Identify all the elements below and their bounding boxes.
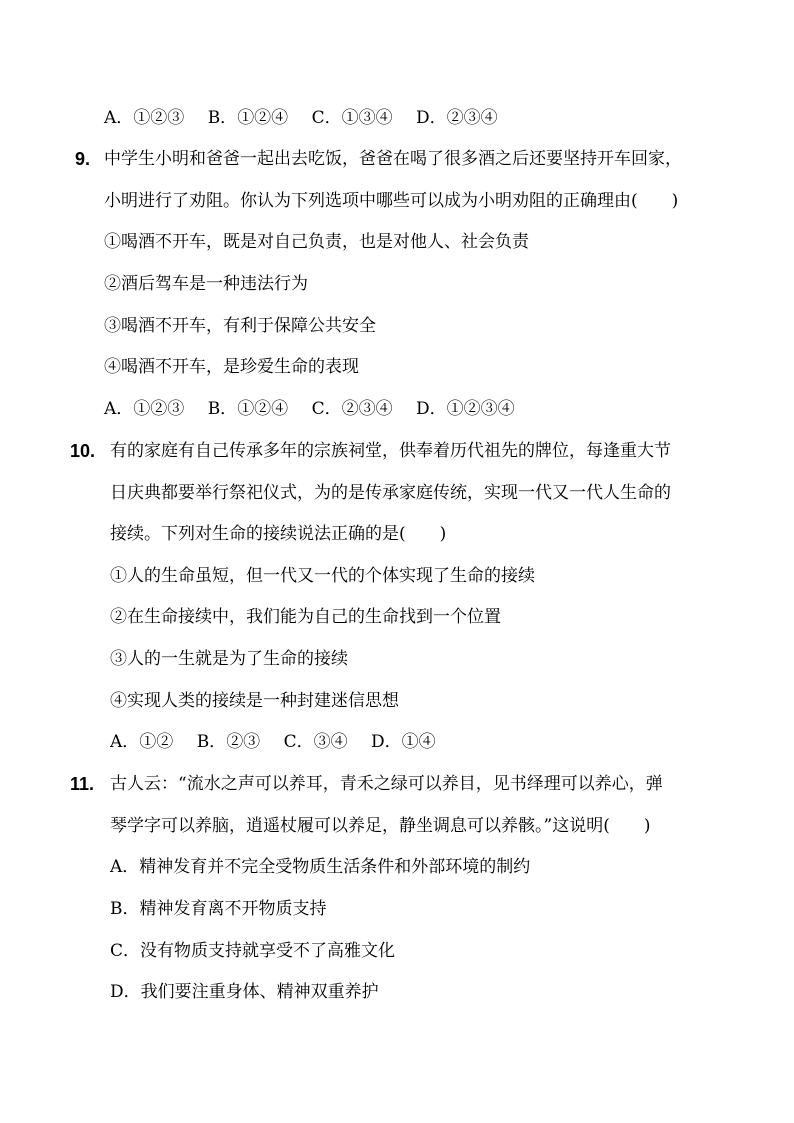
q11-number: 11. — [70, 774, 95, 794]
q8-option-b[interactable]: B．①②④ — [207, 108, 289, 128]
q11-stem-line2: 琴学字可以养脑，逍遥杖履可以养足，静坐调息可以养骸。”这说明( ) — [110, 816, 651, 836]
q9-option-b[interactable]: B．①②④ — [207, 399, 289, 419]
q8-option-d[interactable]: D．②③④ — [416, 108, 498, 128]
q10-options — [110, 731, 436, 753]
q9-option-a[interactable]: A．①②③ — [104, 399, 185, 419]
q10-statement-2: ②在生命接续中，我们能为自己的生命找到一个位置 — [110, 607, 501, 627]
q10-option-d[interactable]: D．①④ — [371, 732, 436, 752]
q10-statement-1: ①人的生命虽短，但一代又一代的个体实现了生命的接续 — [110, 566, 535, 586]
q9-option-d[interactable]: D．①②③④ — [416, 399, 515, 419]
q10-number: 10. — [70, 441, 96, 461]
q9-statement-3: ③喝酒不开车，有利于保障公共安全 — [104, 316, 376, 336]
q9-option-c[interactable]: C．②③④ — [311, 399, 393, 419]
q11-option-c[interactable]: C．没有物质支持就享受不了高雅文化 — [110, 941, 396, 961]
q9-statement-2: ②酒后驾车是一种违法行为 — [104, 274, 308, 294]
q8-option-c[interactable]: C．①③④ — [311, 108, 393, 128]
q10-stem-line1: 有的家庭有自己传承多年的宗族祠堂，供奉着历代祖先的牌位，每逢重大节 — [110, 441, 671, 461]
q8-option-a[interactable]: A．①②③ — [104, 108, 185, 128]
q11-option-b[interactable]: B．精神发育离不开物质支持 — [110, 899, 327, 919]
q9-statement-4: ④喝酒不开车，是珍爱生命的表现 — [104, 357, 359, 377]
q10-stem-line2: 日庆典都要举行祭祀仪式，为的是传承家庭传统，实现一代又一代人生命的 — [110, 483, 671, 503]
q9-number: 9. — [75, 149, 91, 169]
q10-statement-4: ④实现人类的接续是一种封建迷信思想 — [110, 691, 399, 711]
q10-option-c[interactable]: C．③④ — [283, 732, 348, 752]
q9-stem-line2: 小明进行了劝阻。你认为下列选项中哪些可以成为小明劝阻的正确理由( ) — [104, 191, 679, 211]
q11-stem-line1: 古人云：“流水之声可以养耳，青禾之绿可以养目，见书绎理可以养心，弹 — [110, 774, 663, 794]
q8-options — [104, 107, 498, 129]
q10-stem-line3: 接续。下列对生命的接续说法正确的是( ) — [110, 524, 447, 544]
q9-stem-line1: 中学生小明和爸爸一起出去吃饭，爸爸在喝了很多酒之后还要坚持开车回家， — [104, 149, 682, 169]
q9-statement-1: ①喝酒不开车，既是对自己负责，也是对他人、社会负责 — [104, 232, 529, 252]
q11-option-a[interactable]: A．精神发育并不完全受物质生活条件和外部环境的制约 — [110, 857, 531, 877]
q9-options — [104, 398, 515, 420]
q10-statement-3: ③人的一生就是为了生命的接续 — [110, 649, 348, 669]
q10-option-b[interactable]: B．②③ — [196, 732, 261, 752]
q10-option-a[interactable]: A．①② — [110, 732, 174, 752]
q11-option-d[interactable]: D．我们要注重身体、精神双重养护 — [110, 982, 379, 1002]
